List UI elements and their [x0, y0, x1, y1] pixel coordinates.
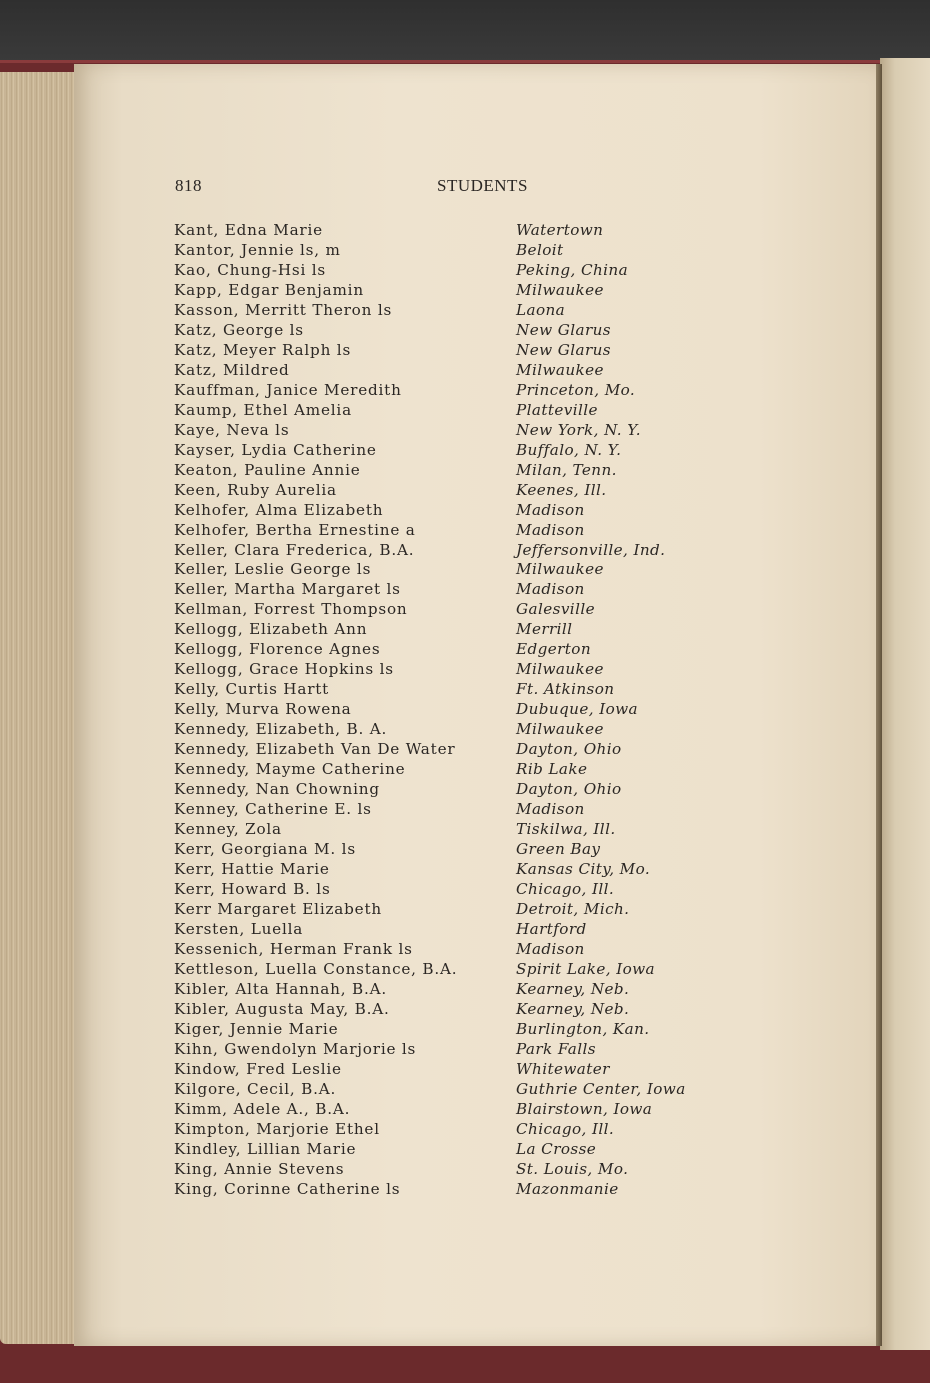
student-name: Kant, Edna Marie — [174, 221, 323, 239]
student-name: Kelhofer, Alma Elizabeth — [174, 500, 384, 519]
student-hometown: Madison — [516, 520, 585, 539]
student-hometown: Madison — [516, 939, 585, 958]
list-item — [0, 660, 930, 680]
list-item — [0, 261, 930, 281]
list-item — [0, 1040, 930, 1060]
student-hometown: Ft. Atkinson — [516, 680, 615, 699]
student-hometown: Buffalo, N. Y. — [516, 440, 622, 459]
student-name: Kindley, Lillian Marie — [174, 1139, 357, 1158]
student-name: Kennedy, Mayme Catherine — [174, 760, 406, 779]
list-item — [0, 720, 930, 740]
student-name: Kilgore, Cecil, B.A. — [174, 1079, 337, 1098]
student-hometown: Watertown — [516, 221, 604, 239]
student-hometown: Hartford — [516, 919, 587, 938]
scan-background — [0, 0, 930, 62]
student-name: Kersten, Luella — [174, 919, 304, 938]
student-hometown: New York, N. Y. — [516, 420, 641, 439]
list-item — [0, 1100, 930, 1120]
student-name: King, Annie Stevens — [174, 1159, 345, 1178]
student-name: Kasson, Merritt Theron ls — [174, 300, 393, 319]
student-name: Keaton, Pauline Annie — [174, 460, 361, 479]
student-name: Kellogg, Florence Agnes — [174, 640, 381, 659]
student-hometown: Milwaukee — [516, 720, 604, 739]
student-hometown: Jeffersonville, Ind. — [516, 540, 666, 559]
student-hometown: Kearney, Neb. — [516, 999, 630, 1018]
student-name: Kelhofer, Bertha Ernestine a — [174, 520, 416, 539]
list-item — [0, 1140, 930, 1160]
student-name: Kennedy, Nan Chowning — [174, 780, 380, 799]
student-name: Kao, Chung-Hsi ls — [174, 260, 326, 279]
list-item — [0, 1000, 930, 1020]
student-hometown: Tiskilwa, Ill. — [516, 820, 616, 839]
student-name: Katz, George ls — [174, 320, 304, 339]
student-hometown: Blairstown, Iowa — [516, 1099, 653, 1118]
list-item — [0, 940, 930, 960]
list-item — [0, 481, 930, 501]
student-name: Kayser, Lydia Catherine — [174, 440, 377, 459]
list-item — [0, 600, 930, 620]
student-name: Kelly, Murva Rowena — [174, 700, 352, 719]
list-item — [0, 1020, 930, 1040]
student-hometown: Peking, China — [516, 260, 629, 279]
student-name: Kennedy, Elizabeth Van De Water — [174, 740, 456, 759]
student-hometown: Beloit — [516, 240, 564, 259]
student-hometown: New Glarus — [516, 320, 611, 339]
list-item — [0, 441, 930, 461]
list-item — [0, 381, 930, 401]
student-hometown: Milwaukee — [516, 560, 604, 579]
list-item — [0, 740, 930, 760]
list-item — [0, 780, 930, 800]
student-hometown: La Crosse — [516, 1139, 597, 1158]
list-item — [0, 760, 930, 780]
student-hometown: Milwaukee — [516, 280, 604, 299]
list-item — [0, 541, 930, 561]
student-name: Kellogg, Elizabeth Ann — [174, 620, 368, 639]
list-item — [0, 301, 930, 321]
list-item — [0, 880, 930, 900]
list-item — [0, 1060, 930, 1080]
student-name: Kennedy, Elizabeth, B. A. — [174, 720, 388, 739]
student-hometown: Madison — [516, 800, 585, 819]
student-name: Kelly, Curtis Hartt — [174, 680, 330, 699]
student-hometown: Spirit Lake, Iowa — [516, 959, 656, 978]
page-title: STUDENTS — [437, 176, 528, 195]
list-item — [0, 281, 930, 301]
student-hometown: Chicago, Ill. — [516, 1119, 615, 1138]
student-name: Keller, Clara Frederica, B.A. — [174, 540, 415, 559]
student-name: Kaye, Neva ls — [174, 420, 290, 439]
list-item — [0, 900, 930, 920]
list-item — [0, 840, 930, 860]
student-name: Kellogg, Grace Hopkins ls — [174, 660, 394, 679]
list-item — [0, 700, 930, 720]
list-item — [0, 960, 930, 980]
student-hometown: Dayton, Ohio — [516, 780, 622, 799]
student-name: Kimm, Adele A., B.A. — [174, 1099, 351, 1118]
list-item — [0, 341, 930, 361]
student-hometown: Guthrie Center, Iowa — [516, 1079, 686, 1098]
list-item — [0, 860, 930, 880]
student-hometown: Whitewater — [516, 1059, 610, 1078]
list-item — [0, 521, 930, 541]
list-item — [0, 560, 930, 580]
student-name: Kerr, Hattie Marie — [174, 860, 330, 879]
list-item — [0, 640, 930, 660]
list-item — [0, 501, 930, 521]
student-hometown: St. Louis, Mo. — [516, 1159, 629, 1178]
student-name: Kauffman, Janice Meredith — [174, 380, 402, 399]
list-item — [0, 421, 930, 441]
student-name: Kettleson, Luella Constance, B.A. — [174, 959, 458, 978]
student-name: Keen, Ruby Aurelia — [174, 480, 337, 499]
student-hometown: Milwaukee — [516, 660, 604, 679]
student-name: Kiger, Jennie Marie — [174, 1019, 339, 1038]
student-hometown: Kansas City, Mo. — [516, 860, 651, 879]
student-hometown: Milwaukee — [516, 360, 604, 379]
list-item — [0, 361, 930, 381]
student-name: Kantor, Jennie ls, m — [174, 240, 341, 259]
list-item — [0, 920, 930, 940]
list-item — [0, 1120, 930, 1140]
student-name: Kaump, Ethel Amelia — [174, 400, 352, 419]
student-name: Kerr, Georgiana M. ls — [174, 840, 356, 859]
student-name: Kibler, Augusta May, B.A. — [174, 999, 390, 1018]
student-hometown: Green Bay — [516, 840, 601, 859]
student-hometown: Rib Lake — [516, 760, 588, 779]
student-hometown: Platteville — [516, 400, 598, 419]
student-name: Kenney, Catherine E. ls — [174, 800, 372, 819]
student-hometown: Chicago, Ill. — [516, 880, 615, 898]
student-hometown: Keenes, Ill. — [516, 480, 607, 499]
list-item — [0, 800, 930, 820]
student-hometown: Edgerton — [516, 640, 592, 659]
student-name: Kapp, Edgar Benjamin — [174, 280, 364, 299]
student-name: Kibler, Alta Hannah, B.A. — [174, 979, 387, 998]
list-item — [0, 241, 930, 261]
student-hometown: Milan, Tenn. — [516, 460, 617, 479]
student-hometown: Galesville — [516, 600, 595, 619]
list-item — [0, 1180, 930, 1200]
list-item — [0, 820, 930, 840]
student-name: Kerr Margaret Elizabeth — [174, 899, 382, 918]
running-header — [0, 176, 930, 196]
student-name: Kessenich, Herman Frank ls — [174, 939, 413, 958]
page-number: 818 — [175, 176, 202, 195]
student-name: Keller, Martha Margaret ls — [174, 580, 401, 599]
student-hometown: Dubuque, Iowa — [516, 700, 639, 719]
student-hometown: Laona — [516, 300, 566, 319]
student-hometown: Burlington, Kan. — [516, 1019, 650, 1038]
student-hometown: Kearney, Neb. — [516, 979, 630, 998]
student-name: Keller, Leslie George ls — [174, 560, 372, 579]
student-hometown: Mazonmanie — [516, 1179, 619, 1198]
student-hometown: Princeton, Mo. — [516, 380, 636, 399]
list-item — [0, 401, 930, 421]
student-name: Katz, Mildred — [174, 360, 290, 379]
list-item — [0, 221, 930, 241]
student-name: Kihn, Gwendolyn Marjorie ls — [174, 1039, 417, 1058]
student-name: Katz, Meyer Ralph ls — [174, 340, 352, 359]
list-item — [0, 1160, 930, 1180]
list-item — [0, 1080, 930, 1100]
list-item — [0, 321, 930, 341]
student-hometown: Madison — [516, 500, 585, 519]
student-hometown: Park Falls — [516, 1039, 596, 1058]
student-name: Kenney, Zola — [174, 820, 282, 839]
student-hometown: New Glarus — [516, 340, 611, 359]
student-hometown: Dayton, Ohio — [516, 740, 622, 759]
student-name: Kellman, Forrest Thompson — [174, 600, 408, 619]
list-item — [0, 620, 930, 640]
list-item — [0, 680, 930, 700]
list-item — [0, 461, 930, 481]
list-item — [0, 980, 930, 1000]
student-hometown: Madison — [516, 580, 585, 599]
student-name: Kimpton, Marjorie Ethel — [174, 1119, 380, 1138]
student-hometown: Detroit, Mich. — [516, 899, 630, 918]
student-name: Kindow, Fred Leslie — [174, 1059, 342, 1078]
student-hometown: Merrill — [516, 620, 573, 639]
list-item — [0, 580, 930, 600]
student-name: Kerr, Howard B. ls — [174, 880, 331, 898]
student-name: King, Corinne Catherine ls — [174, 1179, 401, 1198]
